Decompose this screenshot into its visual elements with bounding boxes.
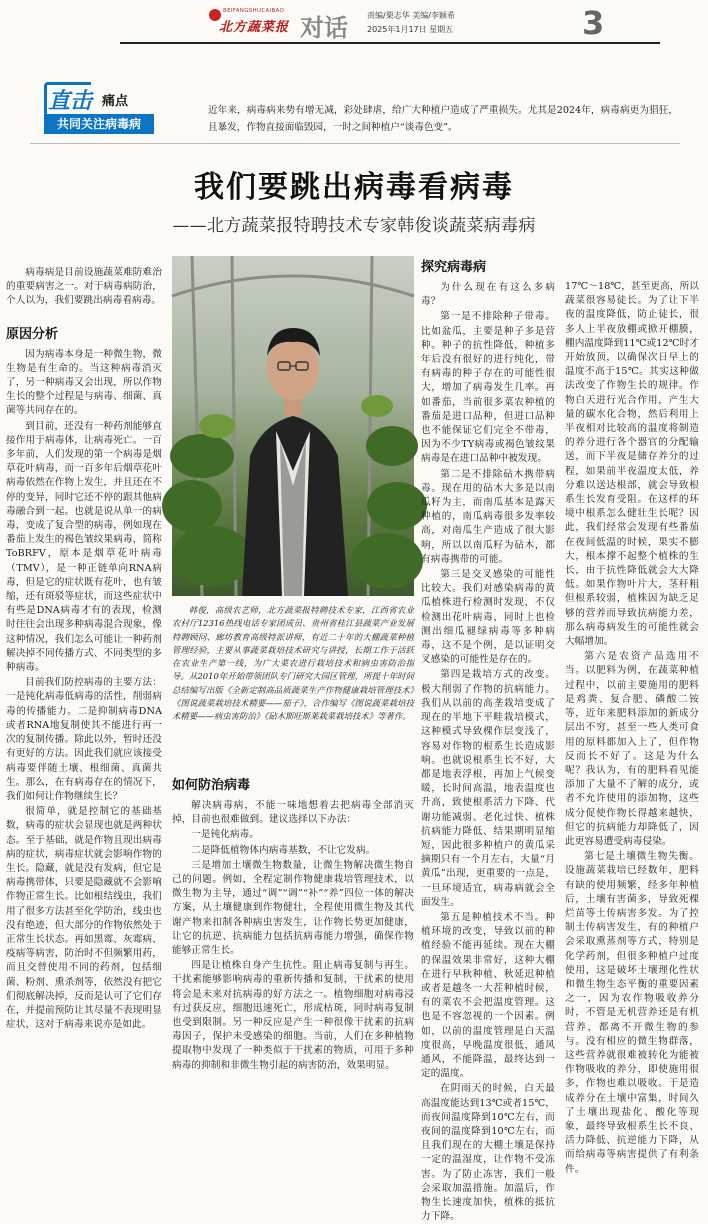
left-paragraph-2: 因为病毒本身是一种微生物，微生物是有生命的。当这种病毒消灭了，另一种病毒又会出现，所以作物生长的整个过程是与病毒、细菌、真菌等共同存在的。 — [6, 348, 162, 417]
right1-paragraph-4: 第三是交叉感染的可能性比较大。我们对感染病毒的黄瓜植株进行检测时发现，不仅检测出花叶病毒，同时上也检测出细瓜褪绿病毒等多种病毒，这不是个例，是以证明交叉感染的可能性是存在的。 — [421, 569, 555, 666]
column-left — [6, 266, 162, 1060]
paper-name: 北方蔬菜报 — [219, 20, 290, 35]
column-right-2 — [565, 280, 699, 1175]
mid-paragraph-3: 二是降低植物体内病毒基数，不让它发病。 — [191, 844, 376, 856]
photo-caption: 韩俊，高级农艺师，北方蔬菜报特聘技术专家，江西省农业农村厅12316热线电话专家团成员、贵州省桂江县蔬菜产业发展特聘顾问、廊坊教育高级特派讲师，有近二十年的大棚蔬菜种植管理经验，主要从事蔬菜栽培技术研究与讲授，长期工作于活跃在农业生产第一线，为广大菜农进行栽培技术和病虫害防治指导。从2010年开始带领团队专门研究大园区管理，所提十年时间总结编写出版《全新定制高品质蔬菜生产作物健康栽培管理技术》《图说蔬菜栽培技术精要——茄子》，合作编写《图说蔬菜栽培技术精要——病虫害防治》《砧木斯旺斯莱栽菜栽培技术》等著作。 — [172, 605, 414, 722]
left-paragraph-1: 病毒病是目前设施蔬菜难防难治的重要病害之一。对于病毒病防治，个人以为，我们要跳出病毒看病毒。 — [6, 267, 162, 307]
subheadline: ——北方蔬菜报特聘技术专家韩俊谈蔬菜病毒病 — [172, 216, 536, 236]
page-number: 3 — [582, 4, 605, 42]
heading-prevention: 如何防治病毒 — [172, 778, 251, 793]
heading-cause-analysis: 原因分析 — [6, 326, 59, 342]
right1-paragraph-1: 为什么现在有这么多病毒？ — [421, 282, 555, 308]
left-paragraph-5: 很简单，就是控制它的基础基数，病毒的症状会显现也就是两种状态。至于基础，就是作物且现出病毒病的症状，病毒症状就会影响作物的生长。隐藏，就是没有发病，但它是病毒携带体，只要是隐藏就不会影响作物正常生长。比如根结线虫，我们用了很多方法甚至化学防治，线虫也没有绝迹，但大部分的作物依然处于正常生长状态。再如黑霉、灰霉病、疫病等病害，防治时不但频繁用药，而且交替使用不同的药剂，包括细菌、粉剂、熏杀剂等，依然没有把它们彻底解决掉，反而是认可了它们存在，并提前预防让其尽量不表现明显症状，这对于病毒来说亦是如此。 — [6, 806, 162, 1031]
expert-photo — [172, 256, 414, 596]
badge-word-2: 痛点 — [102, 94, 129, 109]
intro-divider — [30, 143, 680, 144]
column-badge — [44, 82, 174, 138]
mid-paragraph-2: 一是钝化病毒。 — [191, 829, 260, 841]
section-title: 对话 — [300, 14, 348, 42]
right1-paragraph-5: 第四是栽培方式的改变。极大削弱了作物的抗病能力。我们从以前的高垄栽培变成了现在的半地下平畦栽培模式，这种模式导致棵作层变浅了，容易对作物的根系生长造成影响。也就说根系生长不好，大都是地表浮根，再加上气候变暖，长时间高温，地表温度也升高，致使根系活力下降、代谢功能减弱、老化过快、植株抗病能力降低、结果期明显缩短，因此很多种植户的黄瓜采摘期只有一个月左右，大量“月黄瓜”出现，更重要的一点是，一旦环境适宜，病毒病就会全面发生。 — [421, 669, 555, 908]
heading-explore-virus: 探究病毒病 — [421, 260, 487, 275]
left-paragraph-3: 到目前，还没有一种药剂能够直接作用于病毒体，让病毒死亡。一百多年前，人们发现的第一个病毒是烟草花叶病毒，而一百多年后烟草花叶病毒依然在作物上发生，并且还在不停的变异，同时它还不停的跟其他病毒融合到一起。也就是说从单一的病毒，变成了复合型的病毒，例如现在番茄上发生的褐色皱纹果病毒，简称ToBRFV，原本是烟草花叶病毒（TMV），是一种正链单向RNA病毒，但是它的症状既有花叶，也有皱缩，还有斑驳等症状，而这些症状中有些是DNA病毒才有的表现，检测时往往会出现多种病毒混合现象，像这种情况，我们怎么可能让一种药剂解决掉不同传播方式、不同类型的多种病毒。 — [6, 420, 162, 674]
header-rule — [120, 42, 660, 44]
column-right-1 — [421, 252, 555, 1223]
mid-paragraph-1: 解决病毒病，不能一味地想着去把病毒全部消灭掉，目前也很难做到。建议选择以下办法： — [172, 800, 414, 826]
right1-paragraph-6: 第五是种植技术不当。种植环境的改变，导致以前的种植经验不能再延续。现在大棚的保温效果非常好，这种大棚在进行早秋种植、秋延迟种植或者是越冬一大茬种植时候，有的菜农不会把温度管理。这也是不容忽视的一个因素。例如，以前的温度管理是白天温度很高，早晚温度很低，通风通风，不能降温，最终达到一定的温度。 — [421, 911, 555, 1080]
right1-paragraph-2: 第一是不排除种子带毒。比如盆瓜，主要是种子多是营种。种子的抗性降低，种植多年后没有很好的进行纯化，带有病毒的种子存在的可能性很大，增加了病毒发生几率。再如番茄，当前很多菜农种植的番茄是进口品种，但进口品种也不能保证它们完全不带毒，因为不少TY病毒或褐色皱纹果病毒是在进口品种中被发现。 — [421, 311, 555, 465]
masthead-pinyin: BEIFANGSHUCAIBAO — [223, 8, 285, 14]
right2-paragraph-2: 第六是农资产品选用不当。以肥料为例，在蔬菜种植过程中，以前主要施用的肥料是鸡粪、复合肥、磷酸二铵等，近年来肥料添加的新成分层出不穷，甚至一些人类可食用的原料都加入上了，但作物反而长不好了。这是为什么呢？我认为，有的肥料看见能添加了大量不了解的成分，或者不允许使用的添加物，这些成分促使作物长得越来越快，但它的抗病能力却降低了，因此更容易遭受病毒侵染。 — [565, 651, 699, 847]
right2-paragraph-3: 第七是土壤微生物失衡。设施蔬菜栽培已经数年，肥料有缺的使用频繁，经多年种植后，土壤有害菌多，导致死棵烂苗等土传病害多发。为了控制土传病害发生，有的种植户会采取熏蒸剂等方式，特别是化学药剂，但很多种植户过度使用，这是破坏土壤理化性状和微生物生态平衡的重要因素之一，因为农作物吸收养分时，不管是无机营养还是有机营养，都离不开微生物的参与。没有相应的微生物群落，这些营养就很难被转化为能被作物吸收的养分，即使施用很多，作物也难以吸收。于是造成养分在土壤中富集，时间久了土壤出现盐化、酸化等现象，最终导致根系生长不良、活力降低、抗逆能力下降，从而给病毒等病害提供了有利条件。 — [565, 851, 699, 1175]
mid-paragraph-5: 四是让植株自身产生抗性。阻止病毒复制与再生。干扰素能够影响病毒的重新传播和复制，干扰素的使用将会是未来对抗病毒的好方法之一。植物细胞对病毒浸有过获反应，细胞迅速死亡，形成枯斑，同时病毒复制也受到限制。另一种反应是产生一种很像干扰素的抗病毒因子，保护未受感染的细胞。当前，人们在多种植物提取物中发现了一种类似于干扰素的物质，可用于多种病毒的抑制和非微生物引起的病害防治，效果明显。 — [172, 960, 414, 1071]
right1-paragraph-7: 在阴雨天的时候，白天最高温度能达到13℃或者15℃，而夜间温度降到10℃左右，而夜间的温度降到10℃左右，而且我们现在的大棚土壤是保持一定的温湿度，让作物不受冻害。为了防止冻害，我们一般会采取加温措施。加温后，作物生长速度加快，植株的抵抗力下降。 — [421, 1083, 555, 1223]
left-paragraph-4: 目前我们防控病毒的主要方法：一是钝化病毒低病毒的活性，削弱病毒的传播能力。二是抑制病毒DNA或者RNA地复制使其不能进行再一次的复制传播。除此以外，暂时还没有更好的方法。因此我们就应该接受病毒要伴随土壤、根细菌、真菌共生。那么，在有病毒存在的情况下，我们如何让作物继续生长？ — [6, 677, 162, 802]
badge-banner: 共同关注病毒病 — [44, 114, 154, 134]
right2-paragraph-1: 17℃～18℃，甚至更高，所以蔬菜很容易徒长。为了让下半夜的温度降低，防止徒长，很多人上半夜放棚或掀开棚膜，棚内温度降到11℃或12℃时才开始放顶，以确保次日早上的温度不高于15℃。其实这种做法改变了作物生长的规律。作物白天进行光合作用，产生大量的碳水化合物，然后利用上半夜相对比较高的温度将制造的养分进行各个器官的分配输送，而下半夜是储存养分的过程，如果前半夜温度太低，养分难以送达根部，就会导致根系生长发育受阻。在这样的环境中根系怎么健壮生长呢？因此，我们经常会发现有些番茄在夜间低温的时候，果实不膨大，根本撑不起整个植株的生长，由于抗性降低就会大大降低。如果作物叶片大，茎秆粗但根系较弱，植株因为缺乏足够的营养而导致抗病能力差，那么病毒病发生的可能性就会大幅增加。 — [565, 281, 699, 648]
photo-illustration — [172, 256, 414, 596]
column-middle — [172, 770, 414, 1071]
headline: 我们要跳出病毒看病毒 — [194, 170, 514, 205]
editors: 责编/栗志华 美编/李颖希 — [367, 11, 455, 20]
intro-text: 近年来，病毒病来势有增无减，彩处肆虐，给广大种植户造成了严重损失。尤其是2024年，病毒病更为猖狂，且暴发，作物直接面临毁园，一时之间种植户“谈毒色变”。 — [208, 105, 678, 133]
issue-date: 2025年1月17日 星期五 — [367, 25, 454, 34]
mid-paragraph-4: 三是增加土壤微生物数量，让微生物解决微生物自己的问题。例如，全程定制作物健康栽培管理技术，以微生物为主导，通过“调”“调”“补”“养”四位一体的解决方案，从土壤健康到作物健壮，全程使用微生物及其代谢产物来扣制各种病虫害发生，让作物长势更加健康，让它的抗逆、抗病能力包括抗病毒能力增强，确保作物能够正常生长。 — [172, 859, 414, 957]
right1-paragraph-3: 第二是不排除砧木携带病毒。现在用的砧木大多是以南瓜籽为主，而南瓜基本是露天种植的，南瓜病毒很多发率较高，对南瓜生产造成了很大影响，所以以南瓜籽为砧木，都有病毒携带的可能。 — [421, 468, 555, 565]
badge-word-1: 直击 — [48, 89, 93, 114]
